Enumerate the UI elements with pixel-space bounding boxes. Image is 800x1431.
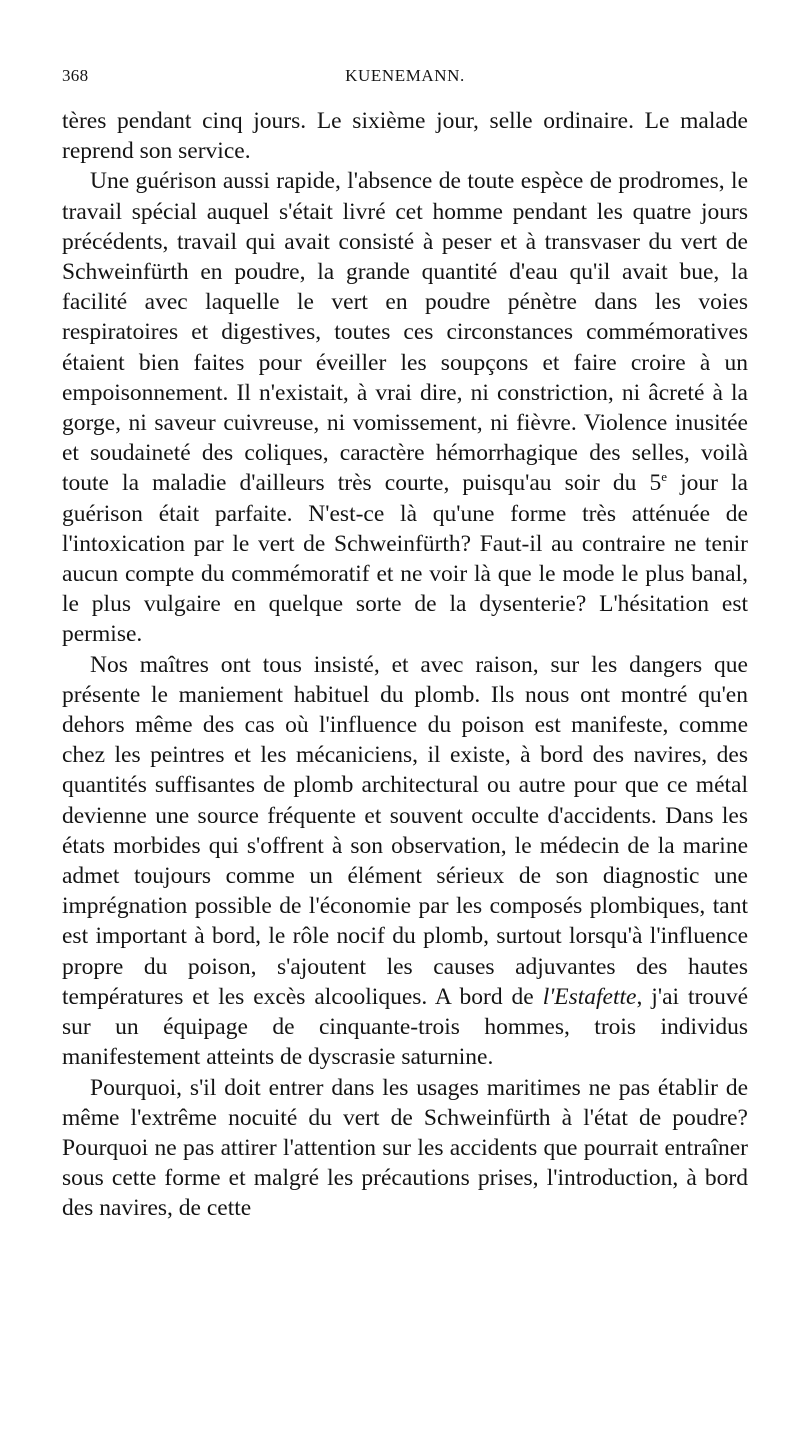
paragraph-text: Nos maîtres ont tous insisté, et avec raison, sur les dangers que présente le maniement habituel du plomb. Ils nous ont montré qu'en dehors même des cas où l'influence du poison est manifeste, comme chez les peintres et les mécaniciens, il existe, à bord des navires, des quantités suffisantes de plomb architectural ou autre pour que ce métal devienne une source fréquente et souvent occulte d'accidents. Dans les états morbides qui s'offrent à son observation, le médecin de la marine admet toujours comme un élément sérieux de son diagnostic une imprégnation possible de l'économie par les composés plombiques, tant est important à bord, le rôle nocif du plomb, surtout lorsqu'à l'influence propre du poison, s'ajoutent les causes adjuvantes des hautes températures et les excès alcooliques. A bord de bbox=[62, 651, 748, 1010]
paragraph-text: , j'ai trouvé sur un équipage de cinquante-trois hommes, trois individus manifestement atteints de dyscrasie saturnine. bbox=[62, 983, 749, 1071]
superscript: e bbox=[661, 469, 668, 485]
paragraph-text: jour la guérison était parfaite. N'est-ce là qu'une forme très atténuée de l'intoxication par le vert de Schweinfürth? Faut-il au contraire ne tenir aucun compte du commémoratif et ne voir là que le mode le plus banal, le plus vulgaire en quelque sorte de la dysenterie? L'hésitation est permise. bbox=[62, 470, 748, 648]
paragraph bbox=[62, 1073, 748, 1224]
ship-name: l'Estafette bbox=[542, 983, 637, 1010]
page-number: 368 bbox=[62, 66, 89, 85]
body-text bbox=[62, 106, 748, 1224]
paragraph-text: tères pendant cinq jours. Le sixième jour, selle ordinaire. Le malade reprend son service. bbox=[62, 108, 748, 165]
paragraph bbox=[62, 166, 748, 649]
running-title: KUENEMANN. bbox=[345, 66, 465, 85]
paragraph bbox=[62, 106, 748, 166]
paragraph-text: Une guérison aussi rapide, l'absence de toute espèce de prodromes, le travail spécial auquel s'était livré cet homme pendant les quatre jours précédents, travail qui avait consisté à peser et à transvaser du vert de Schweinfürth en poudre, la grande quantité d'eau qu'il avait bue, la facilité avec laquelle le vert en poudre pénètre dans les voies respiratoires et digestives, toutes ces circonstances commémoratives étaient bien faites pour éveiller les soupçons et faire croire à un empoisonnement. Il n'existait, à vrai dire, ni constriction, ni âcreté à la gorge, ni saveur cuivreuse, ni vomissement, ni fièvre. Violence inusitée et soudaineté des coliques, caractère hémorrhagique des selles, voilà toute la maladie d'ailleurs très courte, puisqu'au soir du 5 bbox=[62, 168, 748, 497]
running-head bbox=[62, 66, 748, 96]
book-page bbox=[62, 66, 748, 1224]
paragraph bbox=[62, 650, 748, 1073]
paragraph-text: Pourquoi, s'il doit entrer dans les usages maritimes ne pas établir de même l'extrême nocuité du vert de Schweinfürth à l'état de poudre? Pourquoi ne pas attirer l'attention sur les accidents que pourrait entraîner sous cette forme et malgré les précautions prises, l'introduction, à bord des navires, de cette bbox=[62, 1074, 748, 1222]
